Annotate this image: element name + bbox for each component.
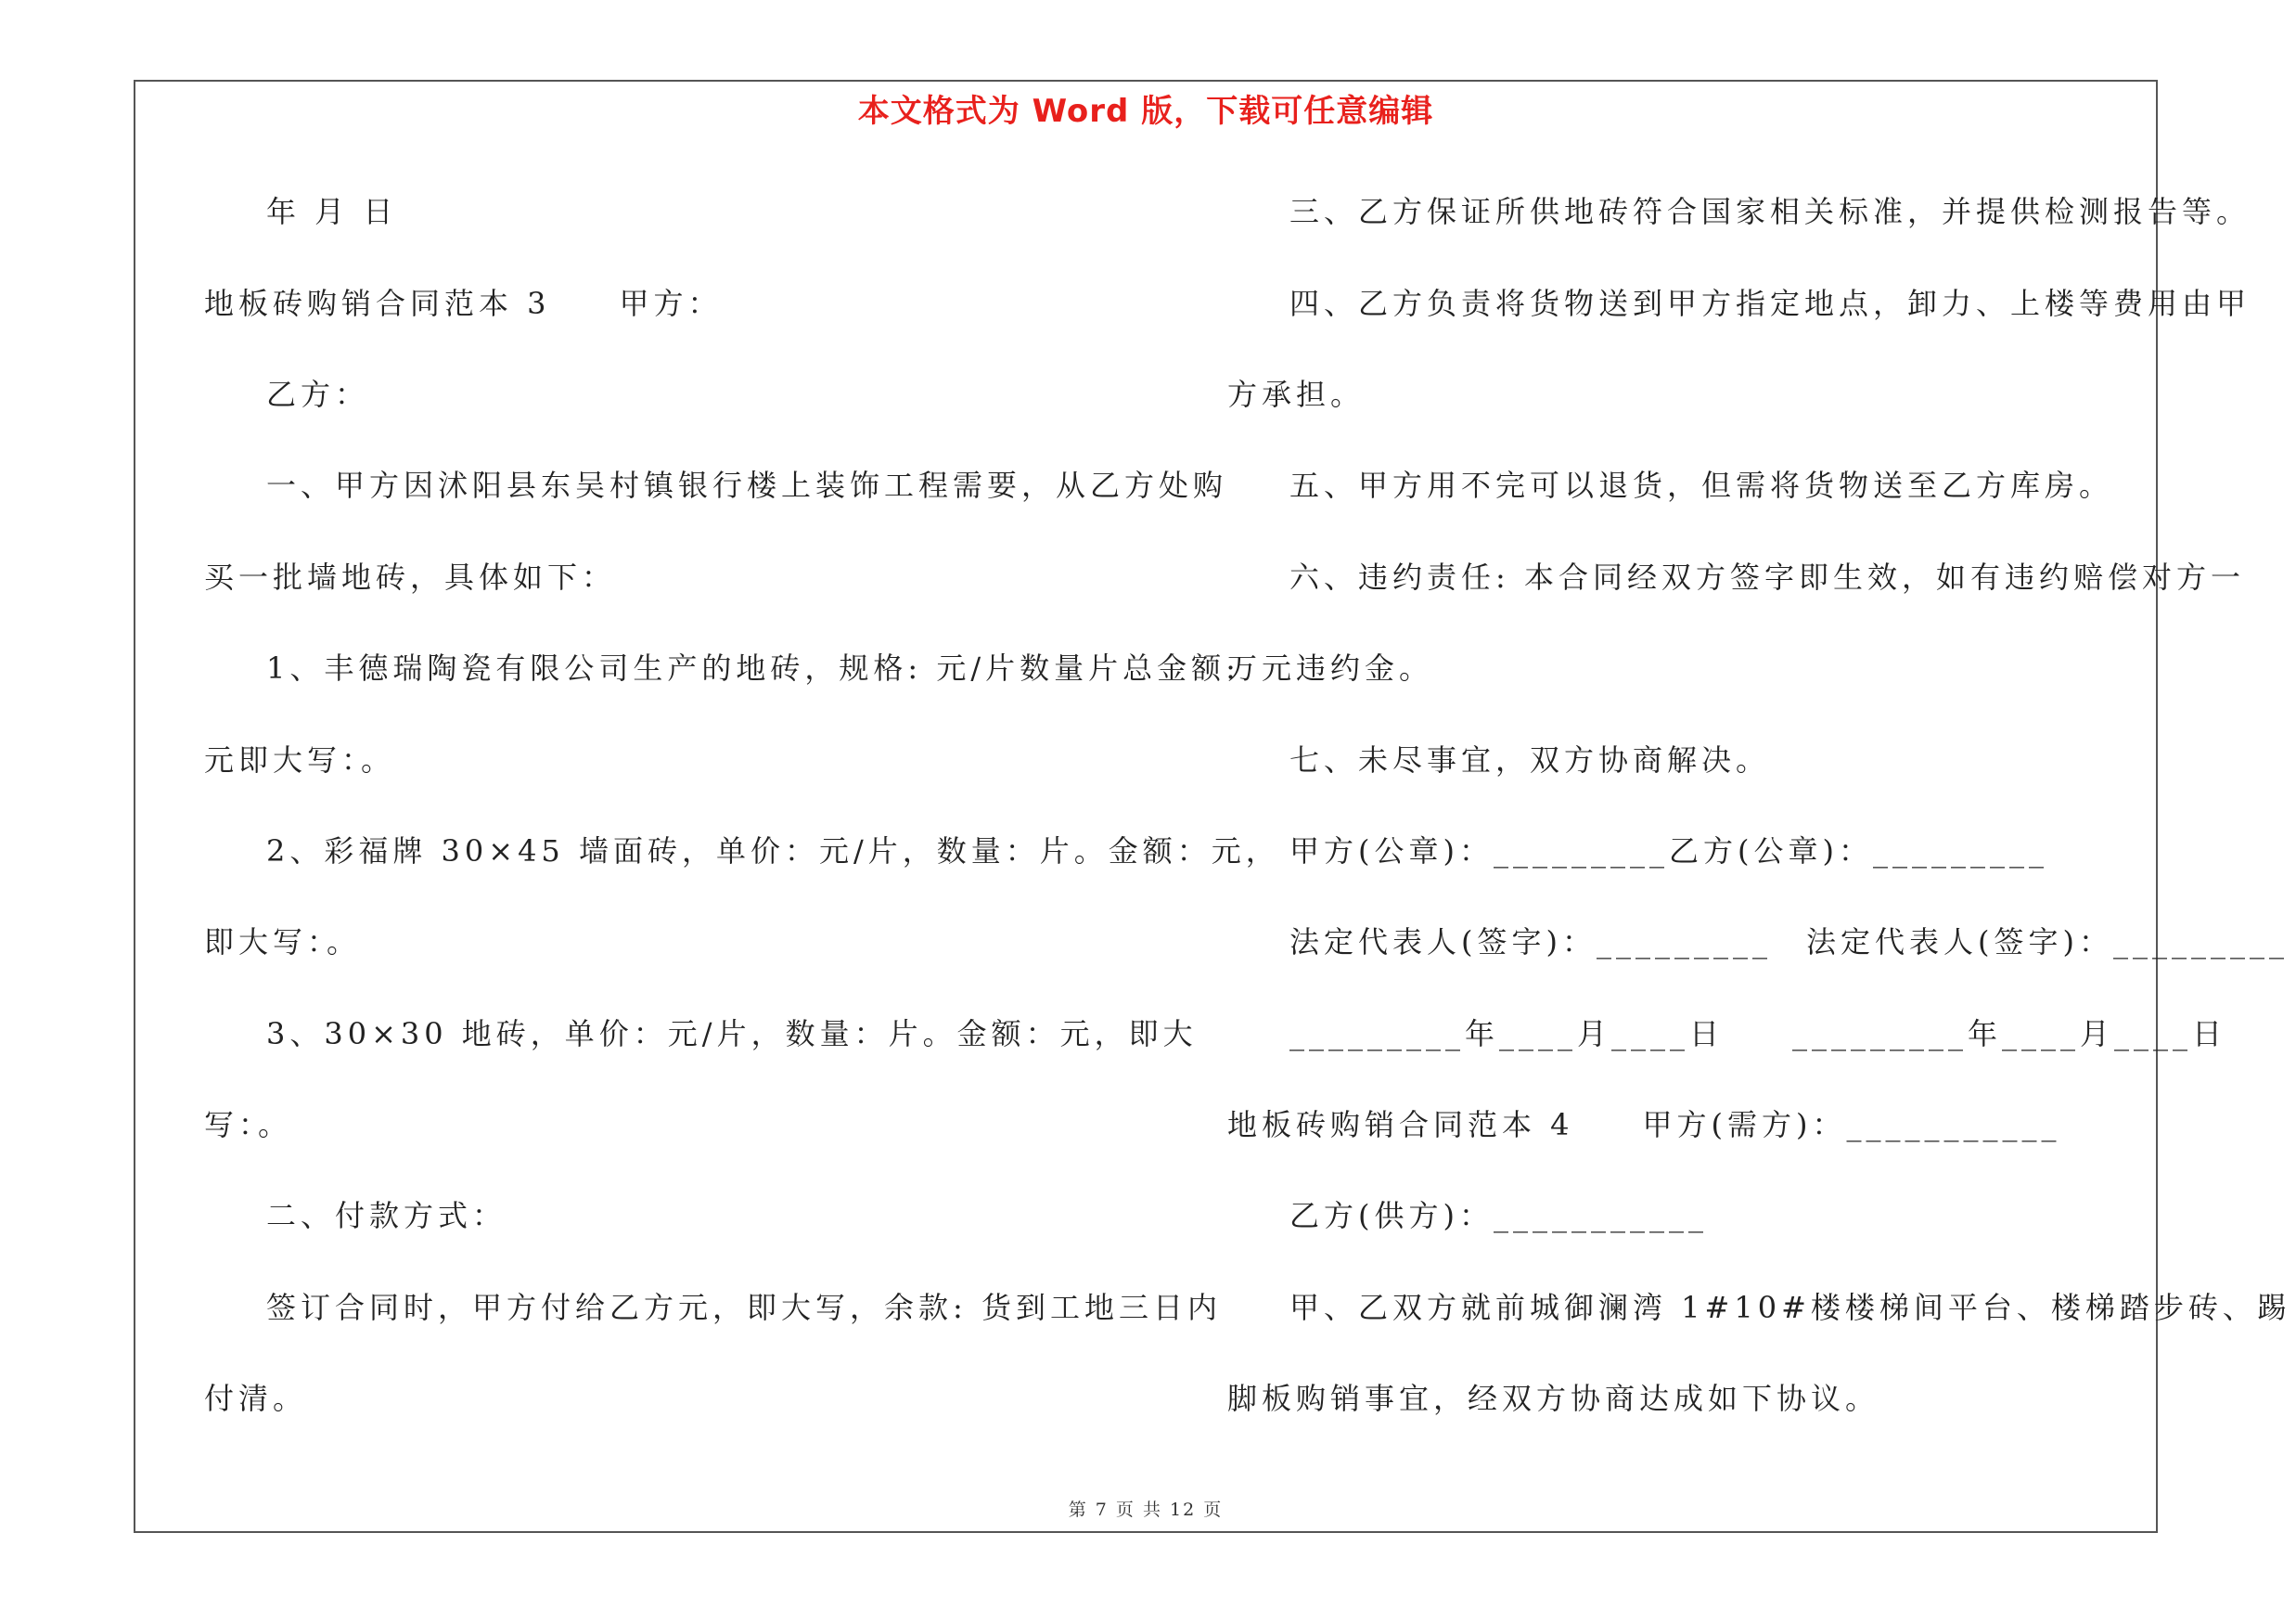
clause-6: 六、违约责任: 本合同经双方签字即生效，如有违约赔偿对方一: [1289, 560, 2245, 595]
seal-line: 甲方(公章)：_________乙方(公章)：_________: [1289, 833, 2048, 869]
agreement-intro: 甲、乙双方就前城御澜湾 1#10#楼楼梯间平台、楼梯踏步砖、踢: [1289, 1290, 2291, 1325]
party-b-label: 乙方：: [266, 377, 370, 412]
clause-3: 三、乙方保证所供地砖符合国家相关标准，并提供检测报告等。: [1289, 194, 2251, 229]
clause-4-cont: 方承担。: [1227, 377, 1366, 412]
payment-terms: 签订合同时，甲方付给乙方元，即大写，余款: 货到工地三日内: [266, 1290, 1222, 1325]
clause-2-heading: 二、付款方式：: [266, 1198, 507, 1233]
clause-7: 七、未尽事宜，双方协商解决。: [1289, 742, 1771, 778]
clause-4: 四、乙方负责将货物送到甲方指定地点，卸力、上楼等费用由甲: [1289, 286, 2251, 321]
clause-1-intro: 一、甲方因沭阳县东吴村镇银行楼上装饰工程需要，从乙方处购: [266, 468, 1228, 503]
clause-1-intro-cont: 买一批墙地砖，具体如下：: [204, 560, 617, 595]
format-notice-banner: 本文格式为 Word 版，下载可任意编辑: [857, 93, 1434, 130]
date-line: 年 月 日: [266, 194, 398, 229]
signing-date-line: _________年____月____日 _________年____月____日: [1289, 1016, 2227, 1051]
item-2: 2、彩福牌 30×45 墙面砖，单价：元/片，数量：片。金额：元，: [266, 833, 1280, 869]
item-1: 1、丰德瑞陶瓷有限公司生产的地砖，规格: 元/片数量片总金额:: [266, 650, 1240, 686]
signature-line: 法定代表人(签字)：_________ 法定代表人(签字)：_________: [1289, 924, 2289, 960]
payment-terms-cont: 付清。: [204, 1381, 308, 1416]
contract-heading-4: 地板砖购销合同范本 4 甲方(需方)：___________: [1227, 1107, 2061, 1142]
supplier-label: 乙方(供方)：___________: [1289, 1198, 1708, 1233]
clause-5: 五、甲方用不完可以退货，但需将货物送至乙方库房。: [1289, 468, 2114, 503]
contract-heading-3: 地板砖购销合同范本 3 甲方：: [204, 286, 723, 321]
agreement-intro-cont: 脚板购销事宜，经双方协商达成如下协议。: [1227, 1381, 1880, 1416]
clause-6-cont: 万元违约金。: [1227, 650, 1434, 686]
page-number: 第 7 页 共 12 页: [1068, 1500, 1224, 1520]
item-3: 3、30×30 地砖，单价：元/片，数量：片。金额：元，即大: [266, 1016, 1198, 1051]
item-3-cont: 写：。: [204, 1107, 293, 1142]
item-2-cont: 即大写：。: [204, 924, 362, 960]
item-1-cont: 元即大写：。: [204, 742, 396, 778]
